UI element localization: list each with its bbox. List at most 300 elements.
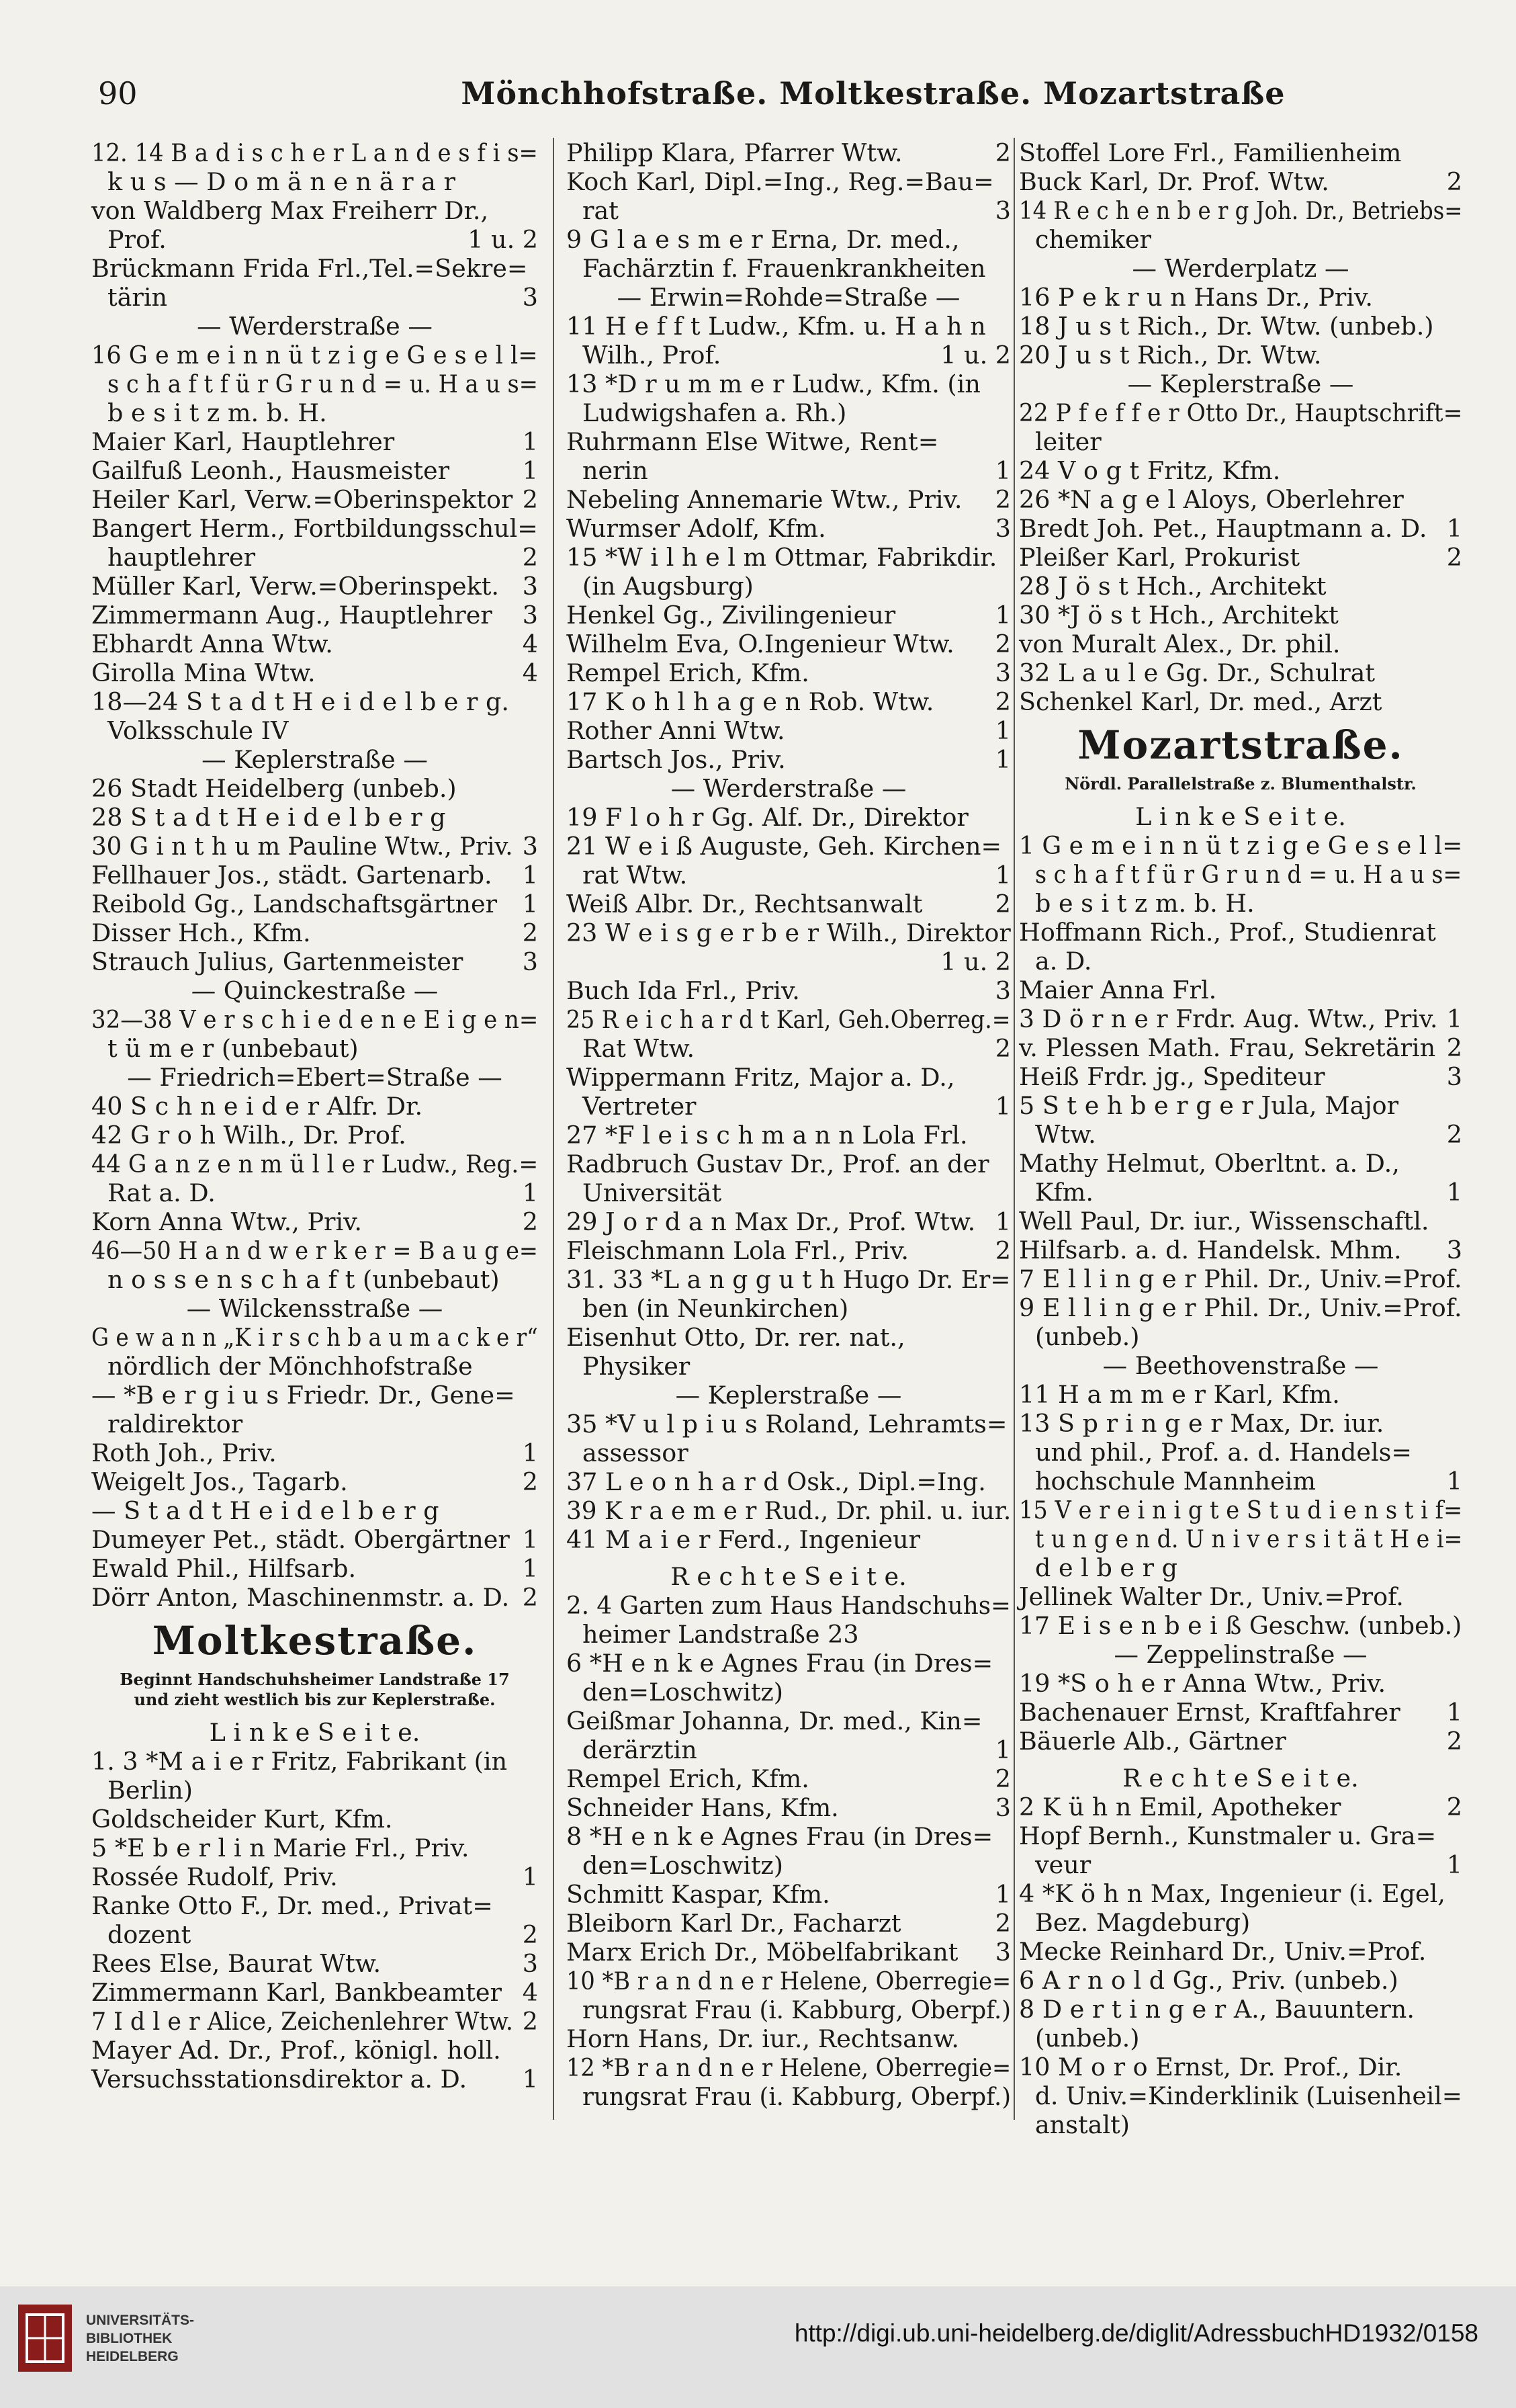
- floor-number: 1: [522, 1525, 538, 1554]
- directory-entry: [91, 1834, 538, 1862]
- entry-text: (unbeb.): [1035, 2024, 1140, 2053]
- floor-number: 3: [995, 976, 1011, 1005]
- directory-entry: [91, 687, 538, 716]
- directory-entry: [566, 1005, 1011, 1034]
- section-heading: [1019, 370, 1462, 398]
- entry-text: nördlich der Mönchhofstraße: [107, 1352, 473, 1381]
- directory-entry: [566, 341, 1011, 370]
- entry-text: 31. 33 *L a n g g u t h Hugo Dr. Er=: [566, 1265, 1011, 1294]
- directory-entry: [91, 658, 538, 687]
- directory-entry: [91, 370, 538, 398]
- entry-text: Rat Wtw.: [582, 1034, 695, 1063]
- floor-number: 1: [522, 1438, 538, 1467]
- directory-entry: [91, 1949, 538, 1978]
- entry-text: 46—50 H a n d w e r k e r = B a u g e=: [91, 1236, 538, 1265]
- entry-text: 10 *B r a n d n e r Helene, Oberregie=: [566, 1967, 1012, 1995]
- directory-entry: [566, 1909, 1011, 1938]
- section-heading: [91, 1063, 538, 1092]
- entry-text: — Werderstraße —: [197, 312, 433, 341]
- entry-text: Goldscheider Kurt, Kfm.: [91, 1805, 393, 1834]
- directory-entry: [91, 456, 538, 485]
- directory-entry: [91, 1438, 538, 1467]
- entry-text: 35 *V u l p i u s Roland, Lehramts=: [566, 1410, 1008, 1438]
- entry-text: Rempel Erich, Kfm.: [566, 658, 809, 687]
- section-heading: [91, 976, 538, 1005]
- directory-entry: [566, 1735, 1011, 1764]
- directory-entry: [1019, 427, 1462, 456]
- section-heading: [91, 1294, 538, 1323]
- floor-number: 1 u. 2: [467, 225, 538, 254]
- directory-entry: [566, 1323, 1011, 1352]
- entry-text: — Wilckensstraße —: [186, 1294, 443, 1323]
- floor-number: 3: [522, 1949, 538, 1978]
- entry-text: rungsrat Frau (i. Kabburg, Oberpf.): [582, 2082, 1012, 2111]
- entry-text: Volksschule IV: [107, 716, 289, 745]
- library-name: [86, 2311, 194, 2366]
- entry-text: leiter: [1035, 427, 1102, 456]
- directory-entry: [91, 1381, 538, 1410]
- directory-entry: [566, 312, 1011, 341]
- entry-text: Hilfsarb. a. d. Handelsk. Mhm.: [1019, 1236, 1402, 1264]
- entry-text: 5 *E b e r l i n Marie Frl., Priv.: [91, 1834, 470, 1862]
- directory-entry: [566, 832, 1011, 861]
- column-rule: [1014, 138, 1015, 2120]
- directory-entry: [566, 2024, 1011, 2053]
- entry-text: 5 S t e h b e r g e r Jula, Major: [1019, 1091, 1399, 1120]
- entry-text: Hoffmann Rich., Prof., Studienrat: [1019, 918, 1436, 947]
- entry-text: Well Paul, Dr. iur., Wissenschaftl.: [1019, 1207, 1429, 1236]
- entry-text: 6 *H e n k e Agnes Frau (in Dres=: [566, 1649, 993, 1678]
- directory-entry: [566, 1967, 1011, 1995]
- directory-entry: [1019, 1524, 1462, 1553]
- directory-entry: [91, 398, 538, 427]
- entry-text: Philipp Klara, Pfarrer Wtw.: [566, 138, 903, 167]
- directory-entry: [566, 1764, 1011, 1793]
- entry-text: assessor: [582, 1438, 688, 1467]
- directory-entry: [1019, 918, 1462, 947]
- directory-entry: [1019, 1850, 1462, 1879]
- floor-number: 3: [522, 832, 538, 861]
- floor-number: 4: [522, 630, 538, 658]
- directory-entry: [566, 601, 1011, 630]
- entry-text: Gailfuß Leonh., Hausmeister: [91, 456, 450, 485]
- entry-text: Koch Karl, Dipl.=Ing., Reg.=Bau=: [566, 167, 994, 196]
- entry-text: Bez. Magdeburg): [1035, 1908, 1251, 1937]
- entry-text: — Beethovenstraße —: [1102, 1351, 1379, 1380]
- entry-text: L i n k e S e i t e.: [1135, 802, 1346, 831]
- entry-text: Wilh., Prof.: [582, 341, 721, 370]
- entry-text: dozent: [107, 1920, 191, 1949]
- entry-text: Berlin): [107, 1776, 193, 1805]
- entry-text: 40 S c h n e i d e r Alfr. Dr.: [91, 1092, 423, 1121]
- entry-text: 16 G e m e i n n ü t z i g e G e s e l l=: [91, 341, 538, 370]
- entry-text: Rat a. D.: [107, 1178, 216, 1207]
- directory-entry: [1019, 485, 1462, 514]
- section-heading: [1019, 774, 1462, 794]
- directory-entry: [1019, 398, 1462, 427]
- floor-number: 3: [995, 1938, 1011, 1967]
- floor-number: 1 u. 2: [940, 341, 1011, 370]
- directory-entry: [1019, 2110, 1462, 2139]
- directory-entry: [1019, 1033, 1462, 1062]
- directory-entry: [566, 1793, 1011, 1822]
- entry-text: 4 *K ö h n Max, Ingenieur (i. Egel,: [1019, 1879, 1445, 1908]
- floor-number: 2: [522, 1467, 538, 1496]
- directory-entry: [566, 225, 1011, 254]
- directory-entry: [91, 1525, 538, 1554]
- library-seal-icon: [15, 2301, 75, 2375]
- directory-entry: [566, 1438, 1011, 1467]
- entry-text: — Friedrich=Ebert=Straße —: [127, 1063, 502, 1092]
- entry-text: Vertreter: [582, 1092, 697, 1121]
- directory-entry: [91, 1236, 538, 1265]
- floor-number: 2: [522, 1920, 538, 1949]
- entry-text: den=Loschwitz): [582, 1851, 784, 1880]
- floor-number: 1: [522, 1178, 538, 1207]
- floor-number: 2: [995, 1909, 1011, 1938]
- directory-entry: [566, 1851, 1011, 1880]
- entry-text: 19 F l o h r Gg. Alf. Dr., Direktor: [566, 803, 969, 832]
- entry-text: b e s i t z m. b. H.: [107, 398, 327, 427]
- page-number: 90: [98, 75, 138, 112]
- entry-text: 28 S t a d t H e i d e l b e r g: [91, 803, 446, 832]
- directory-entry: [91, 947, 538, 976]
- entry-text: d e l b e r g: [1035, 1553, 1178, 1582]
- directory-entry: [91, 1005, 538, 1034]
- entry-text: Prof.: [107, 225, 167, 254]
- entry-text: 12. 14 B a d i s c h e r L a n d e s f i s=: [91, 138, 538, 167]
- directory-entry: [1019, 831, 1462, 860]
- floor-number: 3: [522, 601, 538, 630]
- entry-text: — Werderstraße —: [670, 774, 907, 803]
- entry-text: 23 W e i s g e r b e r Wilh., Direktor: [566, 918, 1011, 947]
- directory-entry: [566, 1620, 1011, 1649]
- directory-entry: [91, 716, 538, 745]
- entry-text: Fachärztin f. Frauenkrankheiten: [582, 254, 986, 283]
- floor-number: 1: [995, 1207, 1011, 1236]
- entry-text: Nördl. Parallelstraße z. Blumenthalstr.: [1065, 774, 1417, 793]
- entry-text: Ludwigshafen a. Rh.): [582, 398, 847, 427]
- directory-entry: [1019, 1120, 1462, 1149]
- entry-text: Bangert Herm., Fortbildungsschul=: [91, 514, 538, 543]
- directory-entry: [91, 1496, 538, 1525]
- entry-text: Heiß Frdr. jg., Spediteur: [1019, 1062, 1325, 1091]
- library-name-line: UNIVERSITÄTS-: [86, 2313, 195, 2328]
- entry-text: — Quinckestraße —: [191, 976, 439, 1005]
- floor-number: 1: [1446, 1698, 1462, 1727]
- entry-text: Geißmar Johanna, Dr. med., Kin=: [566, 1707, 983, 1735]
- entry-text: 37 L e o n h a r d Osk., Dipl.=Ing.: [566, 1467, 986, 1496]
- floor-number: 3: [1446, 1236, 1462, 1264]
- floor-number: 1: [522, 890, 538, 918]
- floor-number: 3: [522, 572, 538, 601]
- entry-text: 11 H e f f t Ludw., Kfm. u. H a h n: [566, 312, 986, 341]
- directory-entry: [1019, 1908, 1462, 1937]
- directory-entry: [1019, 1236, 1462, 1264]
- entry-text: Reibold Gg., Landschaftsgärtner: [91, 890, 498, 918]
- entry-text: t ü m e r (unbebaut): [107, 1034, 359, 1063]
- directory-entry: [91, 1207, 538, 1236]
- floor-number: 2: [522, 543, 538, 572]
- floor-number: 2: [522, 1207, 538, 1236]
- entry-text: Eisenhut Otto, Dr. rer. nat.,: [566, 1323, 905, 1352]
- entry-text: n o s s e n s c h a f t (unbebaut): [107, 1265, 500, 1294]
- directory-entry: [1019, 456, 1462, 485]
- column-right: [1019, 138, 1462, 2139]
- directory-entry: [566, 1496, 1011, 1525]
- entry-text: 41 M a i e r Ferd., Ingenieur: [566, 1525, 921, 1554]
- entry-text: 25 R e i c h a r d t Karl, Geh.Oberreg.=: [566, 1005, 1011, 1034]
- entry-text: G e w a n n „K i r s c h b a u m a c k e r“: [91, 1323, 538, 1352]
- floor-number: 2: [995, 485, 1011, 514]
- entry-text: 27 *F l e i s c h m a n n Lola Frl.: [566, 1121, 968, 1150]
- directory-entry: [91, 514, 538, 543]
- entry-text: Maier Anna Frl.: [1019, 976, 1217, 1004]
- entry-text: Disser Hch., Kfm.: [91, 918, 311, 947]
- floor-number: 2: [522, 2007, 538, 2036]
- entry-text: Müller Karl, Verw.=Oberinspekt.: [91, 572, 499, 601]
- directory-entry: [91, 832, 538, 861]
- street-heading: [1019, 716, 1462, 774]
- entry-text: — Erwin=Rohde=Straße —: [617, 283, 961, 312]
- directory-entry: [1019, 1438, 1462, 1467]
- entry-text: R e c h t e S e i t e.: [670, 1562, 907, 1591]
- entry-text: — Keplerstraße —: [202, 745, 428, 774]
- directory-entry: [566, 2053, 1011, 2082]
- directory-entry: [91, 890, 538, 918]
- directory-entry: [91, 283, 538, 312]
- entry-text: nerin: [582, 456, 648, 485]
- floor-number: 2: [1446, 1120, 1462, 1149]
- floor-number: 1: [1446, 1178, 1462, 1207]
- entry-text: — Keplerstraße —: [1127, 370, 1354, 398]
- entry-text: 18—24 S t a d t H e i d e l b e r g.: [91, 687, 510, 716]
- floor-number: 3: [1446, 1062, 1462, 1091]
- directory-entry: [1019, 196, 1462, 225]
- directory-entry: [91, 1178, 538, 1207]
- directory-entry: [1019, 1553, 1462, 1582]
- directory-entry: [91, 1747, 538, 1776]
- directory-entry: [566, 485, 1011, 514]
- entry-text: (unbeb.): [1035, 1322, 1140, 1351]
- directory-entry: [1019, 1380, 1462, 1409]
- directory-entry: [566, 1467, 1011, 1496]
- directory-entry: [91, 138, 538, 167]
- directory-entry: [1019, 167, 1462, 196]
- directory-entry: [91, 1891, 538, 1920]
- entry-text: Wilhelm Eva, O.Ingenieur Wtw.: [566, 630, 954, 658]
- entry-text: 42 G r o h Wilh., Dr. Prof.: [91, 1121, 406, 1150]
- entry-text: 8 *H e n k e Agnes Frau (in Dres=: [566, 1822, 993, 1851]
- floor-number: 3: [995, 196, 1011, 225]
- entry-text: Ebhardt Anna Wtw.: [91, 630, 333, 658]
- section-heading: [566, 1381, 1011, 1410]
- directory-entry: [91, 1978, 538, 2007]
- floor-number: 2: [1446, 543, 1462, 572]
- directory-entry: [566, 1591, 1011, 1620]
- floor-number: 1: [1446, 1850, 1462, 1879]
- entry-text: Schenkel Karl, Dr. med., Arzt: [1019, 687, 1382, 716]
- directory-entry: [1019, 2081, 1462, 2110]
- entry-text: k u s — D o m ä n e n ä r a r: [107, 167, 455, 196]
- section-heading: [566, 774, 1011, 803]
- entry-text: Bäuerle Alb., Gärtner: [1019, 1727, 1286, 1756]
- directory-entry: [1019, 889, 1462, 918]
- entry-text: 8 D e r t i n g e r A., Bauuntern.: [1019, 1995, 1415, 2024]
- directory-entry: [566, 167, 1011, 196]
- directory-entry: [566, 572, 1011, 601]
- floor-number: 2: [522, 918, 538, 947]
- entry-text: Wurmser Adolf, Kfm.: [566, 514, 826, 543]
- directory-entry: [566, 1178, 1011, 1207]
- directory-entry: [1019, 1467, 1462, 1496]
- directory-entry: [91, 861, 538, 890]
- directory-entry: [1019, 1793, 1462, 1821]
- entry-text: Brückmann Frida Frl.,Tel.=Sekre=: [91, 254, 528, 283]
- directory-entry: [566, 1034, 1011, 1063]
- directory-entry: [1019, 1409, 1462, 1438]
- entry-text: von Muralt Alex., Dr. phil.: [1019, 630, 1341, 658]
- directory-entry: [566, 658, 1011, 687]
- floor-number: 4: [522, 1978, 538, 2007]
- directory-entry: [566, 1822, 1011, 1851]
- directory-entry: [566, 196, 1011, 225]
- directory-entry: [566, 1063, 1011, 1092]
- entry-text: 7 E l l i n g e r Phil. Dr., Univ.=Prof.: [1019, 1264, 1462, 1293]
- entry-text: 6 A r n o l d Gg., Priv. (unbeb.): [1019, 1966, 1398, 1995]
- floor-number: 3: [995, 1793, 1011, 1822]
- floor-number: 1: [1446, 1004, 1462, 1033]
- entry-text: 2. 4 Garten zum Haus Handschuhs=: [566, 1591, 1011, 1620]
- entry-text: 21 W e i ß Auguste, Geh. Kirchen=: [566, 832, 1002, 861]
- directory-entry: [91, 543, 538, 572]
- entry-text: 14 R e c h e n b e r g Joh. Dr., Betriebs=: [1019, 196, 1463, 225]
- entry-text: (in Augsburg): [582, 572, 754, 601]
- directory-entry: [566, 1092, 1011, 1121]
- directory-entry: [91, 803, 538, 832]
- entry-text: 16 P e k r u n Hans Dr., Priv.: [1019, 283, 1373, 312]
- directory-entry: [566, 456, 1011, 485]
- directory-entry: [91, 1410, 538, 1438]
- entry-text: 13 S p r i n g e r Max, Dr. iur.: [1019, 1409, 1384, 1438]
- entry-text: t u n g e n d. U n i v e r s i t ä t H e i=: [1035, 1524, 1463, 1553]
- section-heading: [1019, 1640, 1462, 1669]
- floor-number: 1: [522, 861, 538, 890]
- entry-text: Marx Erich Dr., Möbelfabrikant: [566, 1938, 958, 1967]
- directory-entry: [1019, 1821, 1462, 1850]
- entry-text: Bachenauer Ernst, Kraftfahrer: [1019, 1698, 1400, 1727]
- entry-text: tärin: [107, 283, 168, 312]
- directory-entry: [91, 2007, 538, 2036]
- entry-text: Schmitt Kaspar, Kfm.: [566, 1880, 830, 1909]
- entry-text: 9 G l a e s m e r Erna, Dr. med.,: [566, 225, 960, 254]
- entry-text: 13 *D r u m m e r Ludw., Kfm. (in: [566, 370, 981, 398]
- section-heading: [1019, 254, 1462, 283]
- floor-number: 1: [522, 456, 538, 485]
- floor-number: 2: [1446, 1793, 1462, 1821]
- entry-text: raldirektor: [107, 1410, 243, 1438]
- directory-entry: [91, 918, 538, 947]
- directory-entry: [91, 225, 538, 254]
- entry-text: 10 M o r o Ernst, Dr. Prof., Dir.: [1019, 2053, 1402, 2081]
- directory-entry: [566, 1294, 1011, 1323]
- source-url[interactable]: http://digi.ub.uni-heidelberg.de/diglit/AdressbuchHD1932/0158: [794, 2319, 1478, 2347]
- directory-entry: [1019, 1966, 1462, 1995]
- directory-entry: [1019, 630, 1462, 658]
- entry-text: — S t a d t H e i d e l b e r g: [91, 1496, 439, 1525]
- entry-text: Heiler Karl, Verw.=Oberinspektor: [91, 485, 513, 514]
- directory-entry: [1019, 514, 1462, 543]
- directory-entry: [566, 514, 1011, 543]
- directory-entry: [566, 1265, 1011, 1294]
- entry-text: Buck Karl, Dr. Prof. Wtw.: [1019, 167, 1329, 196]
- entry-text: von Waldberg Max Freiherr Dr.,: [91, 196, 489, 225]
- floor-number: 3: [995, 658, 1011, 687]
- directory-entry: [1019, 1611, 1462, 1640]
- entry-text: 22 P f e f f e r Otto Dr., Hauptschrift=: [1019, 398, 1463, 427]
- floor-number: 1: [995, 745, 1011, 774]
- floor-number: 2: [522, 1583, 538, 1612]
- directory-entry: [566, 890, 1011, 918]
- entry-text: und phil., Prof. a. d. Handels=: [1035, 1438, 1412, 1467]
- directory-entry: [566, 1352, 1011, 1381]
- directory-entry: [91, 1554, 538, 1583]
- floor-number: 1: [995, 456, 1011, 485]
- directory-entry: [91, 1323, 538, 1352]
- entry-text: Rossée Rudolf, Priv.: [91, 1862, 338, 1891]
- entry-text: Ranke Otto F., Dr. med., Privat=: [91, 1891, 493, 1920]
- entry-text: Stoffel Lore Frl., Familienheim: [1019, 138, 1402, 167]
- directory-entry: [566, 1525, 1011, 1554]
- entry-text: 3 D ö r n e r Frdr. Aug. Wtw., Priv.: [1019, 1004, 1438, 1033]
- entry-text: 26 Stadt Heidelberg (unbeb.): [91, 774, 457, 803]
- directory-entry: [1019, 860, 1462, 889]
- floor-number: 1: [995, 861, 1011, 890]
- directory-entry: [91, 2065, 538, 2094]
- directory-entry: [91, 1034, 538, 1063]
- entry-text: Physiker: [582, 1352, 690, 1381]
- directory-entry: [1019, 794, 1462, 802]
- directory-entry: [566, 543, 1011, 572]
- entry-text: Fleischmann Lola Frl., Priv.: [566, 1236, 909, 1265]
- directory-entry: [1019, 947, 1462, 976]
- entry-text: R e c h t e S e i t e.: [1122, 1764, 1359, 1793]
- entry-text: 39 K r a e m e r Rud., Dr. phil. u. iur.: [566, 1496, 1012, 1525]
- directory-entry: [91, 1583, 538, 1612]
- entry-text: Ewald Phil., Hilfsarb.: [91, 1554, 357, 1583]
- floor-number: 1: [995, 716, 1011, 745]
- directory-entry: [1019, 1264, 1462, 1293]
- directory-entry: [566, 1554, 1011, 1562]
- entry-text: Weiß Albr. Dr., Rechtsanwalt: [566, 890, 923, 918]
- directory-entry: [91, 1467, 538, 1496]
- directory-entry: [91, 254, 538, 283]
- directory-entry: [1019, 601, 1462, 630]
- directory-entry: [566, 1649, 1011, 1678]
- entry-text: 18 J u s t Rich., Dr. Wtw. (unbeb.): [1019, 312, 1434, 341]
- entry-text: 30 *J ö s t Hch., Architekt: [1019, 601, 1339, 630]
- entry-text: Kfm.: [1035, 1178, 1094, 1207]
- entry-text: Fellhauer Jos., städt. Gartenarb.: [91, 861, 492, 890]
- entry-text: Zimmermann Karl, Bankbeamter: [91, 1978, 502, 2007]
- directory-entry: [566, 1207, 1011, 1236]
- entry-text: Jellinek Walter Dr., Univ.=Prof.: [1019, 1582, 1404, 1611]
- entry-text: Wtw.: [1035, 1120, 1096, 1149]
- directory-entry: [91, 485, 538, 514]
- floor-number: 2: [522, 485, 538, 514]
- entry-text: hauptlehrer: [107, 543, 256, 572]
- directory-entry: [91, 1352, 538, 1381]
